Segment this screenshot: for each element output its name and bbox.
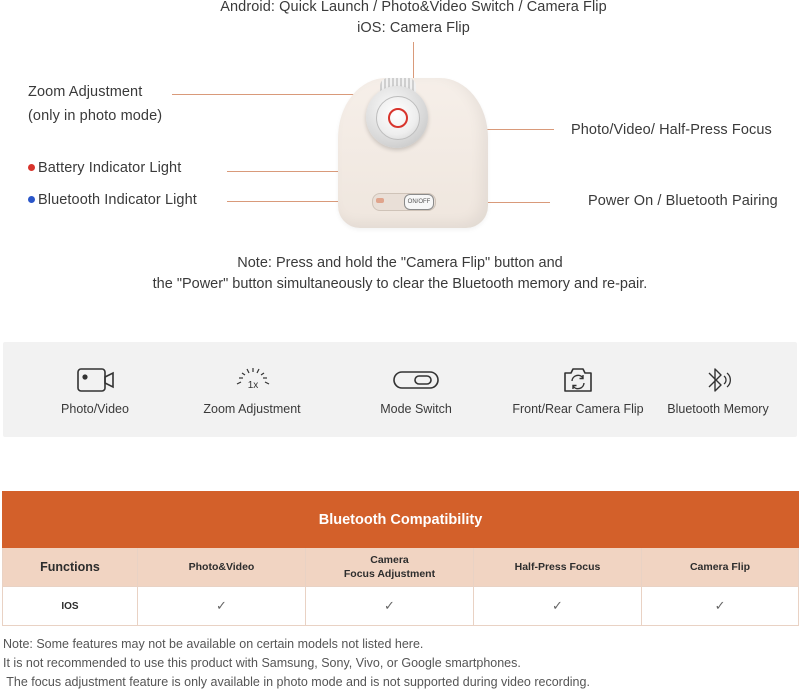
footnote-2: It is not recommended to use this product with Samsung, Sony, Vivo, or Google smartphones. xyxy=(3,656,521,670)
feature-label: Bluetooth Memory xyxy=(667,402,769,416)
compatibility-table xyxy=(2,491,799,626)
power-label: Power On / Bluetooth Pairing xyxy=(588,193,778,209)
feature-zoom xyxy=(193,342,311,437)
check-icon: ✓ xyxy=(642,587,799,626)
check-icon: ✓ xyxy=(306,587,474,626)
video-camera-icon xyxy=(77,364,115,396)
zoom-label-line1: Zoom Adjustment xyxy=(28,84,143,100)
column-header: Camera Flip xyxy=(642,548,799,587)
column-header: Photo&Video xyxy=(138,548,306,587)
toggle-switch-icon xyxy=(393,364,439,396)
check-icon: ✓ xyxy=(138,587,306,626)
power-switch[interactable]: ON/OFF xyxy=(404,194,434,210)
table-title: Bluetooth Compatibility xyxy=(3,492,799,548)
feature-band xyxy=(3,342,797,437)
photo-video-label: Photo/Video/ Half-Press Focus xyxy=(571,122,772,138)
row-label: IOS xyxy=(3,587,138,626)
note-line2: the "Power" button simultaneously to clear the Bluetooth memory and re-pair. xyxy=(152,276,648,292)
bluetooth-dot xyxy=(28,196,35,203)
zoom-label-line2: (only in photo mode) xyxy=(28,108,163,124)
top-label-line2: iOS: Camera Flip xyxy=(357,20,470,36)
note-line1: Note: Press and hold the "Camera Flip" button and xyxy=(237,255,563,271)
battery-dot xyxy=(28,164,35,171)
feature-label: Front/Rear Camera Flip xyxy=(512,402,644,416)
feature-photo-video xyxy=(43,342,147,437)
bluetooth-icon xyxy=(703,364,731,396)
top-label-line1: Android: Quick Launch / Photo&Video Switch / Camera Flip xyxy=(220,0,607,15)
shutter-ring-icon xyxy=(388,108,408,128)
feature-mode-switch xyxy=(363,342,469,437)
column-header: Camera Focus Adjustment xyxy=(306,548,474,587)
footnote-1: Note: Some features may not be available on certain models not listed here. xyxy=(3,637,424,651)
top-leader-line xyxy=(413,42,414,80)
indicator-lights xyxy=(376,198,384,203)
feature-bluetooth-memory xyxy=(663,342,773,437)
zoom-dial-text: 1x xyxy=(247,380,259,391)
battery-label: Battery Indicator Light xyxy=(38,160,182,176)
check-icon: ✓ xyxy=(474,587,642,626)
feature-label: Mode Switch xyxy=(380,402,452,416)
zoom-leader-line xyxy=(172,94,382,95)
bluetooth-label: Bluetooth Indicator Light xyxy=(38,192,197,208)
feature-label: Zoom Adjustment xyxy=(203,402,301,416)
column-header: Functions xyxy=(3,548,138,587)
feature-label: Photo/Video xyxy=(61,402,129,416)
footnote-3: The focus adjustment feature is only available in photo mode and is not supported during video recording. xyxy=(3,675,590,689)
table-header-row xyxy=(3,548,799,587)
column-header: Half-Press Focus xyxy=(474,548,642,587)
feature-camera-flip xyxy=(509,342,647,437)
zoom-dial-icon xyxy=(231,364,275,396)
camera-flip-icon xyxy=(562,364,594,396)
table-row xyxy=(3,587,799,626)
